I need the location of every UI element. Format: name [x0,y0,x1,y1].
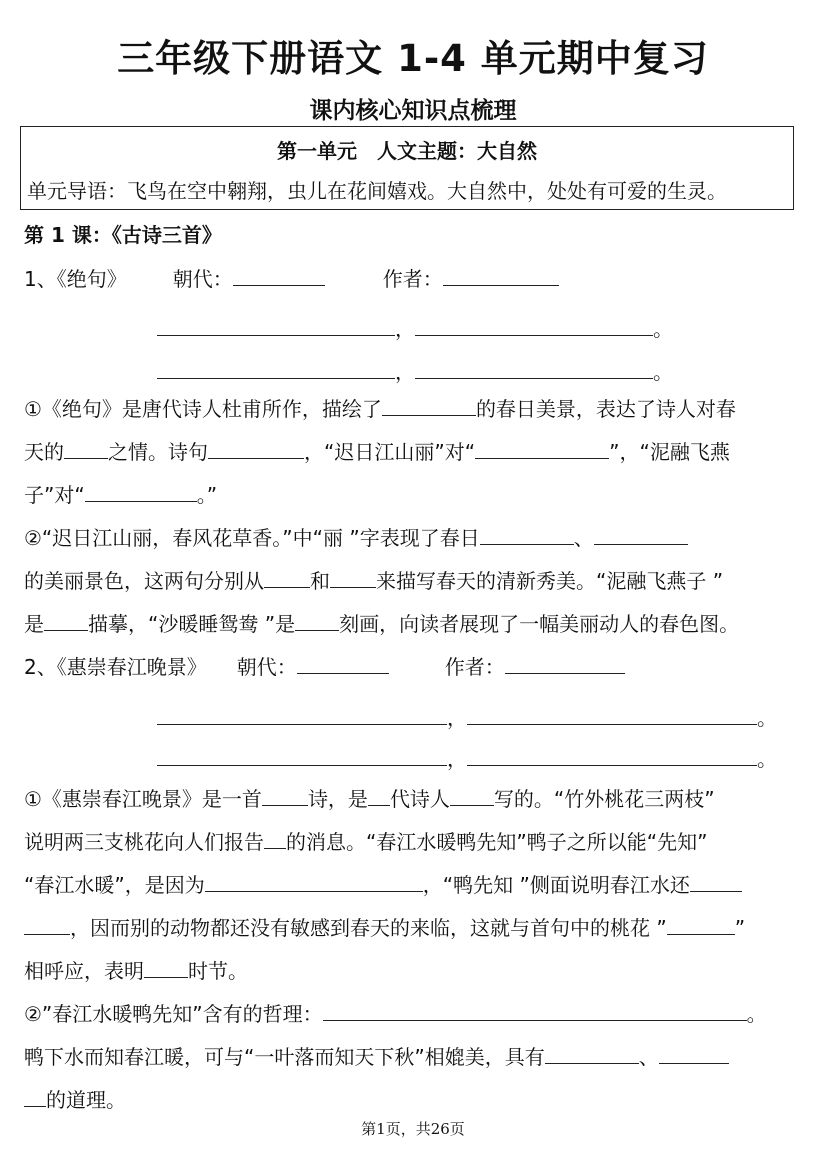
page-number: 第1页，共26页 [361,1120,465,1138]
poem1-q2-line-3 [24,609,739,639]
poem2-label: 2、《惠崇春江晚景》 [24,655,207,679]
unit-intro: 单元导语：飞鸟在空中翱翔，虫儿在花间嬉戏。大自然中，处处有可爱的生灵。 [27,179,727,203]
poem1-q1-line-3 [24,480,217,510]
poem1-verse-blank[interactable] [157,315,395,336]
question-text: 诗，是 [307,787,368,811]
question-text: 、 [573,526,594,550]
period: 。 [653,317,673,341]
answer-blank[interactable] [262,785,308,806]
poem1-verse-blank[interactable] [157,358,395,379]
question-text: ，“鸭先知 ”侧面说明春江水还 [422,873,690,897]
poem1-verse-line-1 [157,314,673,344]
question-text: 、 [638,1045,659,1069]
poem2-verse-line-2 [157,744,777,774]
question-text: ”，“泥融飞燕 [609,440,730,464]
poem2-verse-line-1 [157,703,777,733]
answer-blank[interactable] [594,524,688,545]
answer-blank[interactable] [690,871,742,892]
poem2-q1-line-4 [24,913,745,943]
period: 。 [653,360,673,384]
question-text: 的消息。“春江水暖鸭先知”鸭子之所以能“先知” [286,830,708,854]
answer-blank[interactable] [382,395,476,416]
answer-blank[interactable] [264,828,286,849]
answer-blank[interactable] [667,914,735,935]
poem1-author-label: 作者： [382,267,443,291]
poem2-author-blank[interactable] [505,653,625,674]
question-text: 描摹，“沙暖睡鸳鸯 ”是 [88,612,296,636]
question-text: 天的 [24,440,64,464]
question-text: 代诗人 [389,787,450,811]
question-text: ①《绝句》是唐代诗人杜甫所作，描绘了 [24,397,382,421]
comma: ， [395,317,415,341]
answer-blank[interactable] [44,610,88,631]
question-text: 之情。诗句 [108,440,208,464]
poem2-header [24,652,625,682]
answer-blank[interactable] [545,1043,639,1064]
poem1-dynasty-blank[interactable] [233,265,325,286]
answer-blank[interactable] [450,785,494,806]
answer-blank[interactable] [659,1043,729,1064]
answer-blank[interactable] [208,438,304,459]
poem1-q1-line-1 [24,394,736,424]
answer-blank[interactable] [323,1000,747,1021]
poem1-verse-line-2 [157,357,673,387]
poem2-q2-line-3 [24,1085,126,1115]
page-subtitle: 课内核心知识点梳理 [309,98,517,124]
answer-blank[interactable] [264,567,310,588]
poem1-q2-line-1 [24,523,688,553]
poem2-q1-line-1 [24,784,715,814]
question-text: 是 [24,612,44,636]
poem2-q2-line-1 [24,999,767,1029]
comma: ， [447,747,467,771]
period: 。 [757,747,777,771]
poem1-author-blank[interactable] [443,265,559,286]
answer-blank[interactable] [480,524,574,545]
poem2-dynasty-blank[interactable] [297,653,389,674]
poem2-verse-blank[interactable] [467,704,757,725]
answer-blank[interactable] [85,481,197,502]
question-text: ，因而别的动物都还没有敏感到春天的来临，这就与首句中的桃花 ” [70,916,667,940]
question-text: 来描写春天的清新秀美。“泥融飞燕子 ” [376,569,724,593]
question-text: ②“迟日江山丽，春风花草香。”中“丽 ”字表现了春日 [24,526,480,550]
question-text: 和 [310,569,330,593]
poem1-label: 1、《绝句》 [24,267,127,291]
question-text: 时节。 [188,959,248,983]
poem2-q2-line-2 [24,1042,729,1072]
answer-blank[interactable] [24,1086,46,1107]
poem1-q2-line-2 [24,566,723,596]
question-text: 的春日美景，表达了诗人对春 [475,397,736,421]
question-text: 。 [746,1002,767,1026]
poem1-header [24,264,559,294]
question-text: ①《惠崇春江晚景》是一首 [24,787,262,811]
question-text: ②”春江水暖鸭先知”含有的哲理： [24,1002,323,1026]
answer-blank[interactable] [64,438,108,459]
answer-blank[interactable] [368,785,390,806]
unit-box [20,126,794,210]
answer-blank[interactable] [24,914,70,935]
question-text: 的道理。 [46,1088,126,1112]
question-text: 的美丽景色，这两句分别从 [24,569,264,593]
lesson-title: 第 1 课：《古诗三首》 [24,223,222,247]
comma: ， [395,360,415,384]
question-text: ，“迟日江山丽”对“ [304,440,476,464]
answer-blank[interactable] [330,567,376,588]
poem2-verse-blank[interactable] [157,704,447,725]
answer-blank[interactable] [205,871,423,892]
question-text: 鸭下水而知春江暖，可与“一叶落而知天下秋”相媲美，具有 [24,1045,545,1069]
poem2-verse-blank[interactable] [157,745,447,766]
question-text: “春江水暖”，是因为 [24,873,205,897]
poem2-author-label: 作者： [444,655,505,679]
answer-blank[interactable] [144,957,188,978]
answer-blank[interactable] [475,438,609,459]
page-title: 三年级下册语文 1-4 单元期中复习 [117,37,709,80]
period: 。 [757,706,777,730]
poem1-dynasty-label: 朝代： [172,267,233,291]
poem2-verse-blank[interactable] [467,745,757,766]
question-text: 刻画，向读者展现了一幅美丽动人的春色图。 [339,612,740,636]
poem1-verse-blank[interactable] [415,315,653,336]
question-text: 。” [196,483,218,507]
question-text: 子”对“ [24,483,85,507]
poem2-q1-line-5 [24,956,248,986]
comma: ， [447,706,467,730]
poem2-dynasty-label: 朝代： [236,655,297,679]
poem1-verse-blank[interactable] [415,358,653,379]
question-text: 写的。“竹外桃花三两枝” [493,787,715,811]
unit-heading: 第一单元 人文主题：大自然 [277,139,537,163]
poem2-q1-line-3 [24,870,742,900]
answer-blank[interactable] [295,610,339,631]
question-text: 相呼应，表明 [24,959,144,983]
poem2-q1-line-2 [24,827,707,857]
question-text: ” [734,916,746,940]
poem1-q1-line-2 [24,437,730,467]
question-text: 说明两三支桃花向人们报告 [24,830,264,854]
